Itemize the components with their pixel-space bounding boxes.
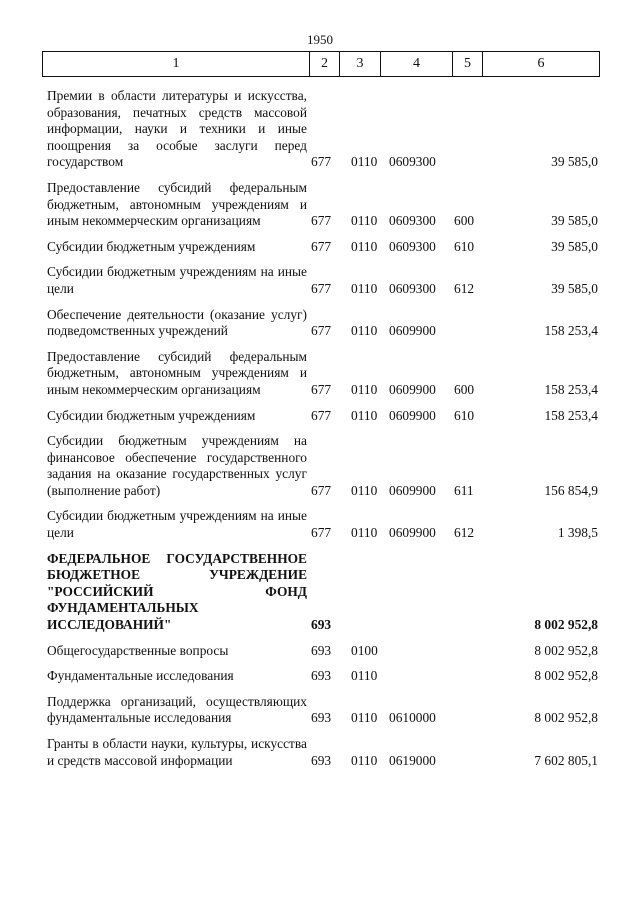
row-description: Гранты в области науки, культуры, искусства и средств массовой информации [47, 736, 307, 768]
row-section-code: 0110 [351, 238, 378, 254]
row-description: Субсидии бюджетным учреждениям на иные цели [47, 508, 307, 541]
row-amount: 39 585,0 [551, 154, 598, 170]
row-section-code: 0110 [351, 710, 378, 726]
table-row [47, 551, 600, 634]
table-row [47, 180, 600, 230]
row-section-code: 0110 [351, 323, 378, 339]
row-ministry-code: 677 [311, 238, 332, 254]
row-amount: 8 002 952,8 [534, 668, 598, 684]
row-ministry-code: 677 [311, 154, 332, 170]
row-amount: 1 398,5 [557, 525, 598, 541]
row-section-code: 0110 [351, 280, 378, 296]
row-description: Предоставление субсидий федеральным бюджетным, автономным учреждениям и иным некоммерческим организациям [47, 179, 307, 229]
row-section-code: 0100 [351, 642, 378, 658]
row-ministry-code: 693 [311, 617, 332, 633]
column-header-3: 3 [340, 52, 381, 76]
row-target-code: 0609900 [389, 482, 436, 498]
row-amount: 156 854,9 [544, 482, 598, 498]
row-amount: 8 002 952,8 [534, 710, 598, 726]
column-header-2: 2 [310, 52, 340, 76]
row-amount: 158 253,4 [544, 323, 598, 339]
row-description: Поддержка организаций, осуществляющих фундаментальные исследования [47, 693, 307, 726]
column-header-6: 6 [537, 56, 545, 71]
row-ministry-code: 677 [311, 482, 332, 498]
row-ministry-code: 693 [311, 710, 332, 726]
row-target-code: 0609900 [389, 407, 436, 423]
table-row [47, 408, 600, 425]
row-target-code: 0619000 [389, 752, 436, 768]
table-row [47, 668, 600, 685]
row-section-code: 0110 [351, 482, 378, 498]
column-header-4: 4 [381, 52, 453, 76]
row-ministry-code: 693 [311, 752, 332, 768]
row-amount: 39 585,0 [551, 213, 598, 229]
row-target-code: 0609300 [389, 280, 436, 296]
row-target-code: 0609900 [389, 525, 436, 541]
row-description: Фундаментальные исследования [47, 668, 234, 684]
row-expense-type-code: 610 [454, 407, 475, 423]
row-ministry-code: 693 [311, 668, 332, 684]
column-header-1: 1 [43, 52, 310, 76]
table-row [47, 643, 600, 660]
row-description: Премии в области литературы и искусства, образования, печатных средств массовой информации, науки и техники и иные поощрения за особые заслуги перед государством [47, 88, 307, 170]
row-section-code: 0110 [351, 407, 378, 423]
row-description: ФЕДЕРАЛЬНОЕ ГОСУДАРСТВЕННОЕ БЮДЖЕТНОЕ УЧРЕЖДЕНИЕ "РОССИЙСКИЙ ФОНД ФУНДАМЕНТАЛЬНЫХ ИССЛЕДОВАНИЙ" [47, 550, 307, 633]
row-ministry-code: 677 [311, 525, 332, 541]
page-number: 1950 [307, 32, 333, 47]
row-amount: 39 585,0 [551, 238, 598, 254]
row-target-code: 0609900 [389, 381, 436, 397]
row-target-code: 0610000 [389, 710, 436, 726]
row-section-code: 0110 [351, 752, 378, 768]
row-target-code: 0609900 [389, 323, 436, 339]
table-row [47, 508, 600, 541]
row-expense-type-code: 600 [454, 381, 475, 397]
row-expense-type-code: 612 [454, 525, 475, 541]
row-description: Субсидии бюджетным учреждениям на иные цели [47, 264, 307, 296]
budget-table-body [47, 88, 600, 778]
row-expense-type-code: 610 [454, 238, 475, 254]
table-row [47, 307, 600, 340]
row-ministry-code: 677 [311, 407, 332, 423]
row-expense-type-code: 600 [454, 213, 475, 229]
row-section-code: 0110 [351, 668, 378, 684]
table-row [47, 264, 600, 297]
row-description: Субсидии бюджетным учреждениям [47, 238, 256, 254]
table-row [47, 736, 600, 769]
table-row [47, 694, 600, 727]
row-ministry-code: 677 [311, 323, 332, 339]
row-amount: 8 002 952,8 [534, 617, 598, 633]
row-ministry-code: 677 [311, 381, 332, 397]
row-description: Предоставление субсидий федеральным бюджетным, автономным учреждениям и иным некоммерческим организациям [47, 348, 307, 397]
table-row [47, 88, 600, 171]
row-amount: 158 253,4 [544, 407, 598, 423]
row-expense-type-code: 612 [454, 280, 475, 296]
row-section-code: 0110 [351, 154, 378, 170]
row-expense-type-code: 611 [454, 482, 474, 498]
table-row [47, 239, 600, 256]
row-amount: 158 253,4 [544, 381, 598, 397]
row-amount: 8 002 952,8 [534, 642, 598, 658]
row-ministry-code: 677 [311, 213, 332, 229]
row-section-code: 0110 [351, 381, 378, 397]
row-description: Субсидии бюджетным учреждениям на финансовое обеспечение государственного задания на оказание государственных услуг (выполнение работ) [47, 433, 307, 498]
row-description: Общегосударственные вопросы [47, 642, 229, 658]
row-ministry-code: 693 [311, 642, 332, 658]
row-target-code: 0609300 [389, 154, 436, 170]
row-target-code: 0609300 [389, 213, 436, 229]
row-section-code: 0110 [351, 525, 378, 541]
row-amount: 39 585,0 [551, 280, 598, 296]
row-target-code: 0609300 [389, 238, 436, 254]
table-row [47, 433, 600, 499]
column-header-row [42, 51, 600, 77]
row-ministry-code: 677 [311, 280, 332, 296]
row-section-code: 0110 [351, 213, 378, 229]
row-description: Субсидии бюджетным учреждениям [47, 407, 256, 423]
column-header-5: 5 [453, 52, 483, 76]
row-description: Обеспечение деятельности (оказание услуг) подведомственных учреждений [47, 306, 307, 339]
row-amount: 7 602 805,1 [534, 752, 598, 768]
table-row [47, 349, 600, 399]
